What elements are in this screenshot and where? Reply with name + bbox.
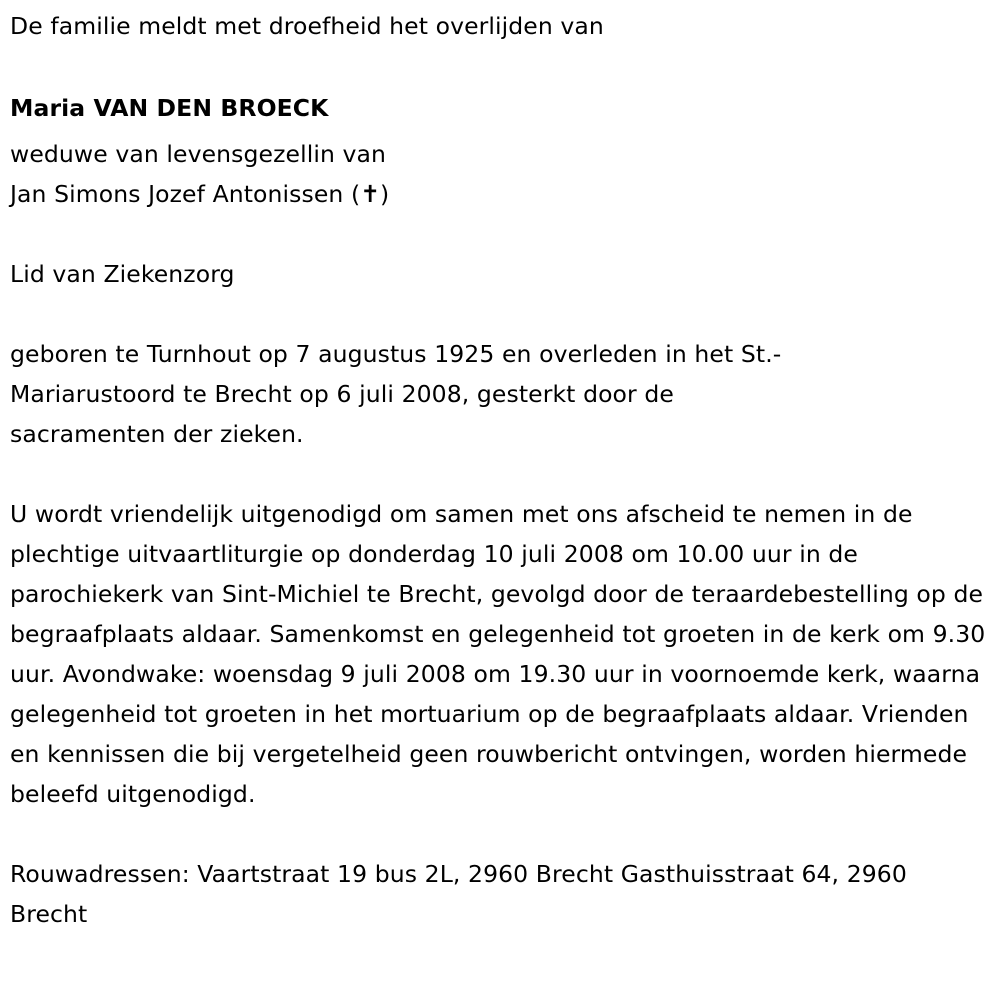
addresses-paragraph: Rouwadressen: Vaartstraat 19 bus 2L, 2960 Brecht Gasthuisstraat 64, 2960 Brecht (10, 860, 907, 928)
membership-line: Lid van Ziekenzorg (10, 260, 235, 288)
partner-line: Jan Simons Jozef Antonissen (✝) (10, 180, 390, 208)
spacer (10, 454, 990, 494)
invitation-paragraph: U wordt vriendelijk uitgenodigd om samen met ons afscheid te nemen in de plechtige uitvaartliturgie op donderdag 10 juli 2008 om 10.00 uur in de parochiekerk van Sint-Michiel te Brecht, gevolgd door de teraardebestelling op de begraafplaats aldaar. Samenkomst en gelegenheid tot groeten in de kerk om 9.30 uur. Avondwake: woensdag 9 juli 2008 om 19.30 uur in voornoemde kerk, waarna gelegenheid tot groeten in het mortuarium op de begraafplaats aldaar. Vrienden en kennissen die bij vergetelheid geen rouwbericht ontvingen, worden hiermede beleefd uitgenodigd. (10, 500, 986, 808)
spacer (10, 294, 990, 334)
relation-line: weduwe van levensgezellin van (10, 140, 387, 168)
spacer (10, 214, 990, 254)
deceased-name: Maria VAN DEN BROECK (10, 94, 329, 122)
spacer (10, 814, 990, 854)
spacer (10, 46, 990, 86)
intro-line: De familie meldt met droefheid het overlijden van (10, 12, 604, 40)
birth-death-paragraph: geboren te Turnhout op 7 augustus 1925 en overleden in het St.-Mariarustoord te Brecht op 6 juli 2008, gesterkt door de sacramenten der zieken. (10, 340, 782, 448)
